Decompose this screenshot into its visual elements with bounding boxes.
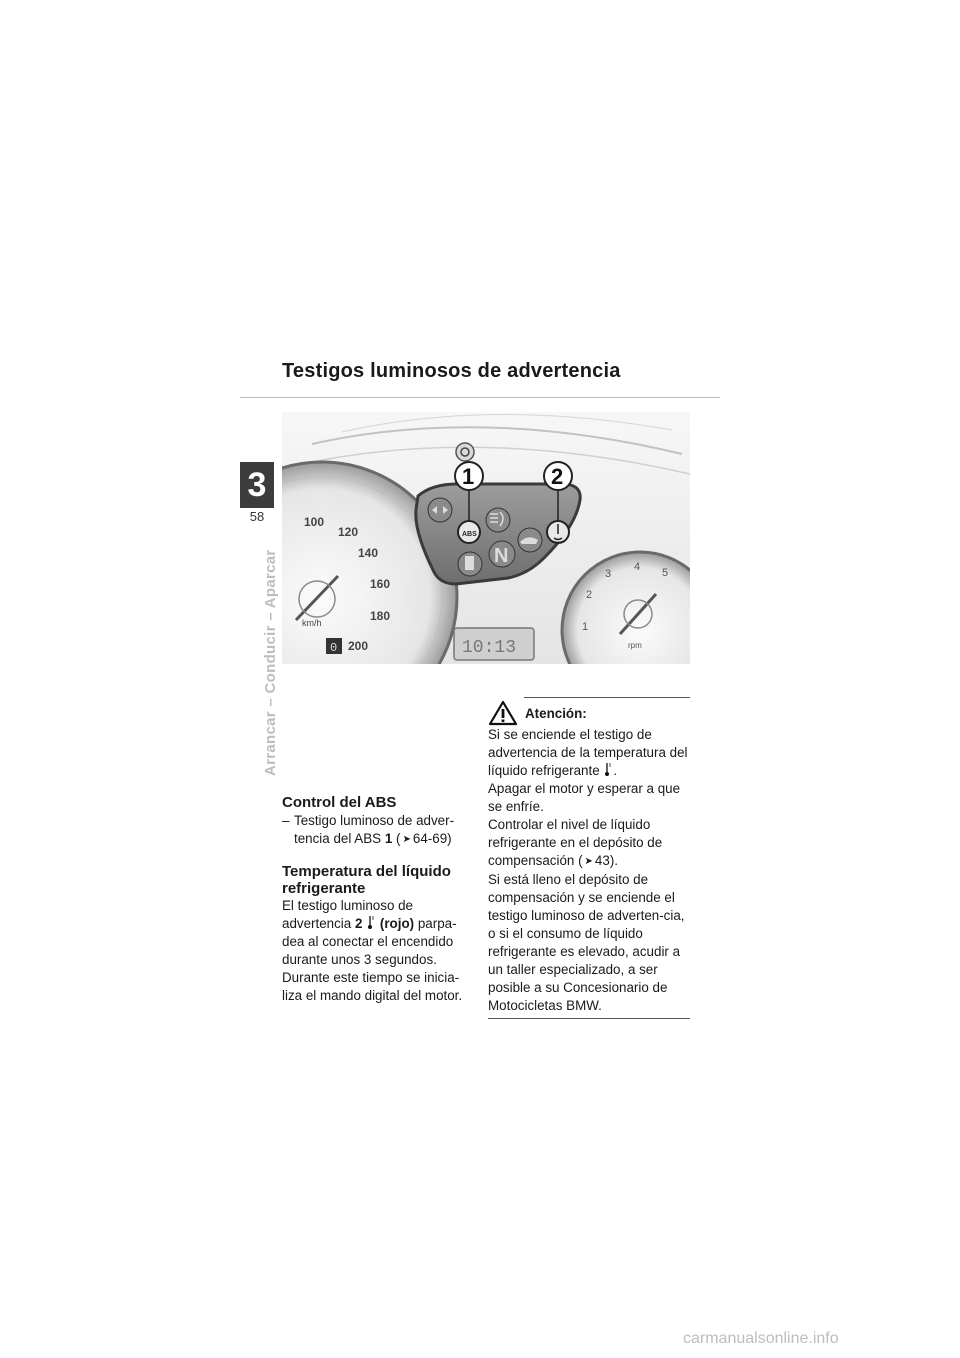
left-column (282, 794, 478, 1005)
warning-p1-text: Si se enciende el testigo de advertencia de la temperatura del líquido refrigerante (488, 727, 688, 778)
warning-p2: Apagar el motor y esperar a que se enfríe. (488, 781, 681, 814)
warning-label: Atención: (525, 705, 587, 721)
thermometer-icon (366, 915, 376, 931)
abs-section-title: Control del ABS (282, 794, 397, 811)
warning-p3-text: Controlar el nivel de líquido refrigerante en el depósito de compensación ( (488, 817, 663, 868)
clock-display: 10:13 (462, 638, 517, 658)
warning-top-rule (524, 697, 690, 698)
abs-ref-open: ( (396, 831, 401, 846)
title-divider (240, 397, 720, 398)
tacho-unit: rpm (628, 641, 642, 650)
tacho-tick-2: 2 (586, 589, 593, 601)
warning-p1 (488, 726, 690, 780)
coolant-section-title: Temperatura del líquido refrigerante (282, 863, 451, 897)
page-title: Testigos luminosos de advertencia (282, 360, 621, 382)
abs-bullet-pre: Testigo luminoso de adver-tencia del ABS (294, 813, 455, 846)
page-number: 58 (249, 509, 265, 524)
coolant-color-word: (rojo) (379, 916, 415, 931)
speedo-tick-120: 120 (338, 525, 359, 539)
tacho-tick-1: 1 (582, 621, 589, 633)
neutral-light-label: N (494, 545, 509, 567)
warning-p1-end: . (613, 763, 618, 778)
thermometer-icon (603, 762, 613, 778)
speedo-tick-200: 200 (348, 639, 369, 653)
abs-bullet-text (294, 812, 478, 849)
coolant-text-2: parpa-dea al conectar el encendido durante unos 3 segundos. Durante este tiempo se inicia-liza el mando digital del motor. (282, 916, 463, 1003)
warning-header (488, 700, 690, 726)
callout-2-label: 2 (551, 464, 564, 489)
page-ref-arrow-icon: ➤ (584, 856, 593, 867)
warning-bottom-rule (488, 1018, 690, 1019)
tacho-tick-5: 5 (662, 567, 669, 579)
warning-p3 (488, 816, 690, 871)
abs-bullet (282, 812, 478, 849)
chapter-tab: 3 (240, 462, 274, 508)
speedo-tick-140: 140 (358, 546, 379, 560)
warning-triangle-icon (488, 700, 518, 726)
callout-1-label: 1 (462, 464, 475, 489)
abs-ref-pages[interactable]: 64-69) (412, 831, 452, 846)
bullet-dash: – (282, 813, 290, 828)
coolant-ref-number: 2 (354, 916, 363, 931)
instrument-cluster-figure (282, 412, 690, 664)
tacho-tick-4: 4 (634, 561, 641, 573)
coolant-paragraph (282, 897, 478, 1005)
page-ref-arrow-icon: ➤ (402, 834, 411, 845)
speedo-tick-100: 100 (304, 515, 325, 529)
speedo-tick-160: 160 (370, 577, 391, 591)
abs-light-label: ABS (462, 531, 477, 538)
abs-ref-number: 1 (384, 831, 393, 846)
chapter-side-title: Arrancar – Conducir – Aparcar (262, 549, 279, 776)
speedo-tick-180: 180 (370, 609, 391, 623)
tacho-tick-3: 3 (605, 568, 612, 580)
watermark: carmanualsonline.info (683, 1330, 839, 1347)
speedo-display-digit: 0 (330, 641, 338, 655)
warning-p4: Si está lleno el depósito de compensación y se enciende el testigo luminoso de adverten-cia, o si el consumo de líquido refrigerante es elevado, acudir a un taller especializado, a ser posible a su Concesionario de Motocicletas BMW. (488, 872, 685, 1013)
coolant-text-1: El testigo luminoso de advertencia (282, 898, 414, 931)
warning-p3-ref[interactable]: 43). (594, 853, 618, 868)
speedo-unit: km/h (302, 618, 322, 628)
warning-box (488, 697, 690, 1019)
